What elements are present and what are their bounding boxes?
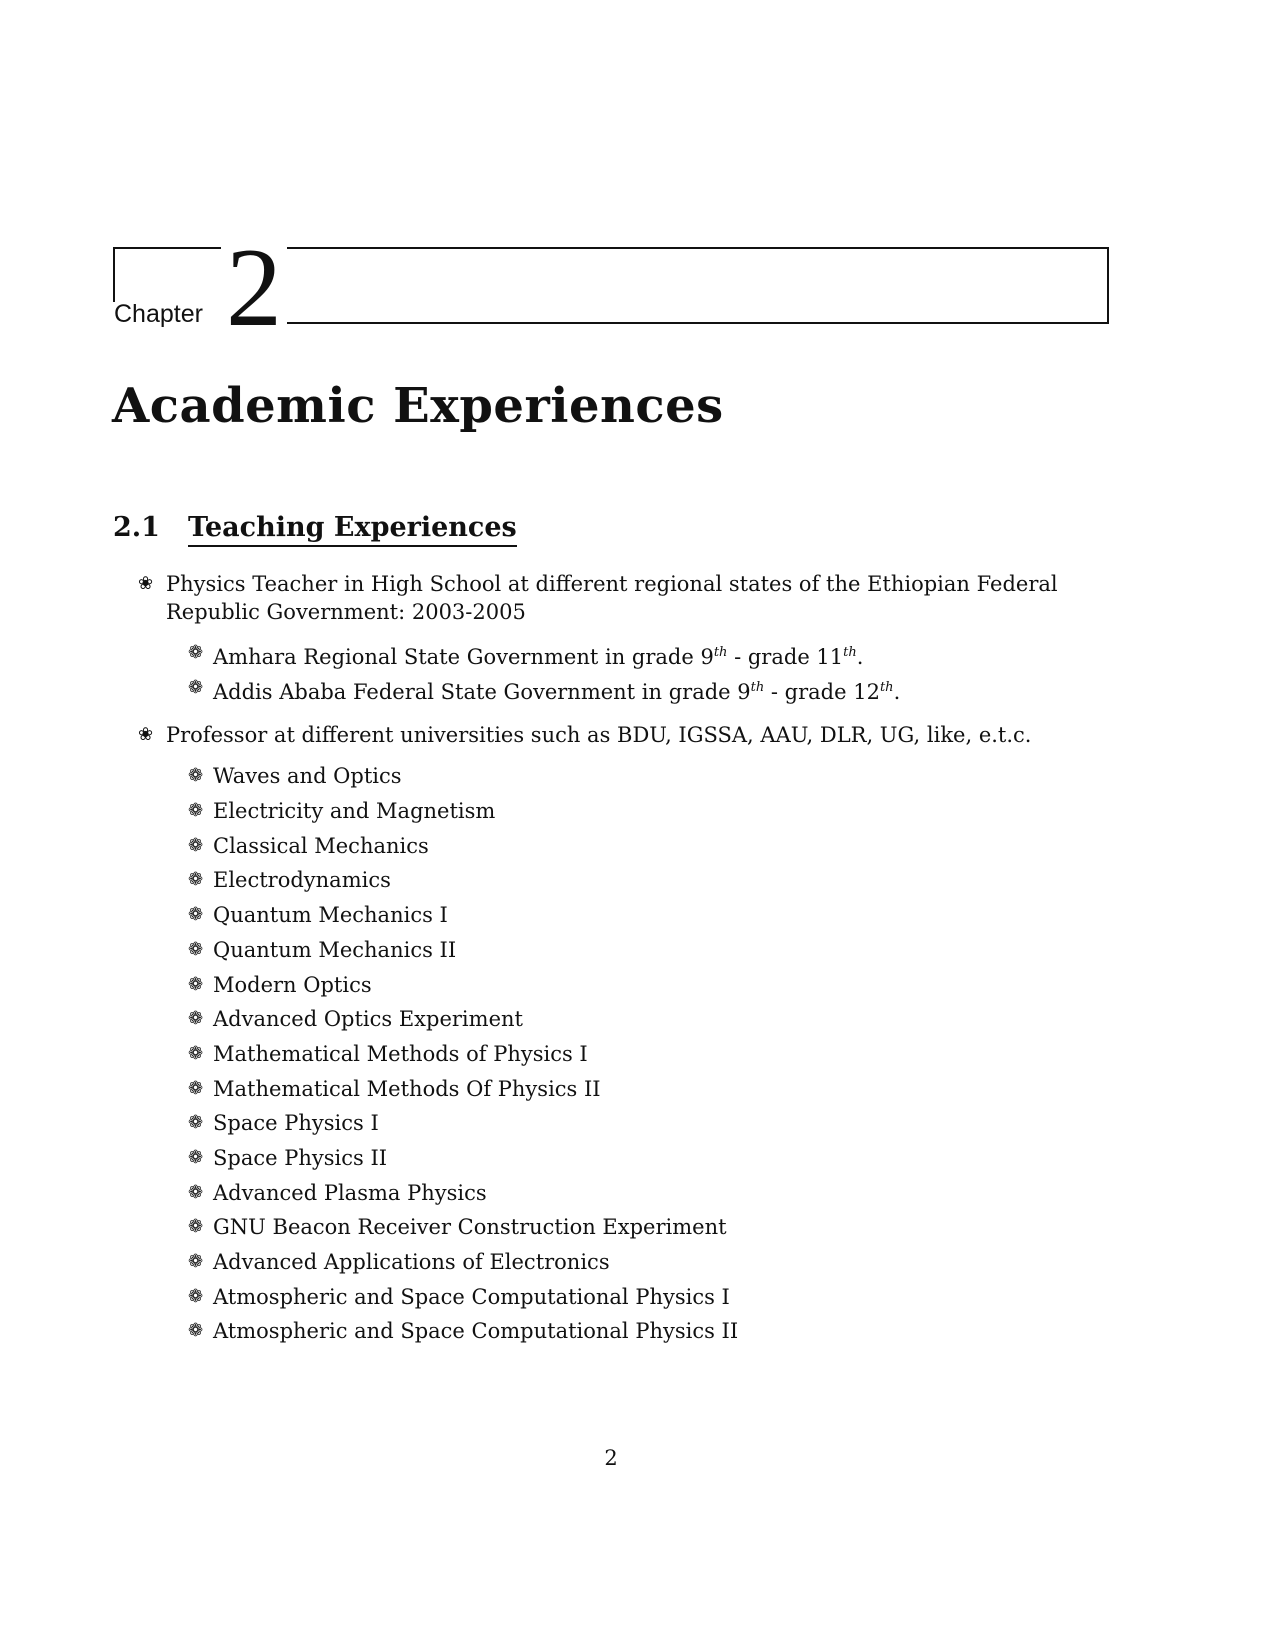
sub-list-item <box>188 1179 1113 1214</box>
sub-list-item <box>188 1213 1113 1248</box>
sub-list-item <box>188 1283 1113 1318</box>
flower-bullet-icon: ❀ <box>138 724 154 746</box>
list-item-text: Professor at different universities such as BDU, IGSSA, AAU, DLR, UG, like, e.t.c. <box>166 723 1032 748</box>
sub-item-text: Amhara Regional State Government in grade 9 <box>213 645 714 669</box>
flower-bullet-icon: ❁ <box>188 1008 204 1030</box>
sub-list-item <box>188 639 1113 674</box>
sub-item-text: . <box>893 679 901 704</box>
course-name: GNU Beacon Receiver Construction Experiment <box>213 1215 727 1240</box>
flower-bullet-icon: ❀ <box>138 573 154 594</box>
course-name: Electricity and Magnetism <box>213 799 496 824</box>
flower-bullet-icon: ❁ <box>188 642 204 663</box>
section-title: Teaching Experiences <box>188 512 517 547</box>
flower-bullet-icon: ❁ <box>188 1320 204 1342</box>
flower-bullet-icon: ❁ <box>188 1146 204 1168</box>
flower-bullet-icon: ❁ <box>188 1285 204 1307</box>
sub-list-item <box>188 1075 1113 1110</box>
sub-list-item <box>188 832 1113 867</box>
course-name: Space Physics II <box>213 1145 388 1170</box>
section-heading <box>113 512 517 543</box>
sub-list-item <box>188 762 1113 797</box>
flower-bullet-icon: ❁ <box>188 800 204 822</box>
course-name: Mathematical Methods of Physics I <box>213 1041 588 1066</box>
sub-item-text: . <box>856 645 864 669</box>
flower-bullet-icon: ❁ <box>188 869 204 891</box>
course-name: Advanced Applications of Electronics <box>213 1250 610 1274</box>
flower-bullet-icon: ❁ <box>188 1042 204 1064</box>
sub-list-item <box>188 866 1113 901</box>
flower-bullet-icon: ❁ <box>188 904 204 926</box>
sub-list <box>188 639 1113 708</box>
sub-list-item <box>188 797 1113 832</box>
list-item <box>138 721 1113 749</box>
superscript: th <box>879 679 894 695</box>
item-list <box>138 570 1113 1365</box>
course-name: Quantum Mechanics I <box>213 903 448 928</box>
section-number: 2.1 <box>113 512 160 543</box>
list-item <box>138 570 1113 626</box>
course-name: Electrodynamics <box>213 868 391 893</box>
course-name: Space Physics I <box>213 1111 379 1136</box>
superscript: th <box>750 679 765 695</box>
flower-bullet-icon: ❁ <box>188 938 204 960</box>
sub-list-item <box>188 1317 1113 1352</box>
chapter-title: Academic Experiences <box>112 378 724 434</box>
flower-bullet-icon: ❁ <box>188 834 204 856</box>
flower-bullet-icon: ❁ <box>188 1181 204 1203</box>
course-name: Atmospheric and Space Computational Physics II <box>213 1319 739 1344</box>
list-item-text: Physics Teacher in High School at different regional states of the Ethiopian Federal Republic Government: 2003-2005 <box>166 572 1058 624</box>
flower-bullet-icon: ❁ <box>188 1251 204 1272</box>
superscript: th <box>843 645 857 660</box>
course-name: Advanced Plasma Physics <box>213 1180 487 1205</box>
chapter-label: Chapter <box>114 300 203 328</box>
superscript: th <box>713 645 728 660</box>
flower-bullet-icon: ❁ <box>188 676 204 698</box>
flower-bullet-icon: ❁ <box>188 1112 204 1134</box>
sub-list <box>188 762 1113 1352</box>
sub-list-item <box>188 971 1113 1006</box>
sub-list-item <box>188 1040 1113 1075</box>
course-name: Quantum Mechanics II <box>213 937 457 962</box>
sub-item-text: - grade 12 <box>764 679 880 704</box>
course-name: Modern Optics <box>213 972 372 997</box>
sub-list-item <box>188 1248 1113 1283</box>
flower-bullet-icon: ❁ <box>188 973 204 995</box>
chapter-number: 2 <box>226 226 282 350</box>
sub-list-item <box>188 1109 1113 1144</box>
flower-bullet-icon: ❁ <box>188 1077 204 1099</box>
sub-list-item <box>188 674 1113 709</box>
sub-item-text: Addis Ababa Federal State Government in grade 9 <box>213 679 751 704</box>
flower-bullet-icon: ❁ <box>188 1216 204 1238</box>
course-name: Classical Mechanics <box>213 833 429 858</box>
sub-list-item <box>188 1005 1113 1040</box>
sub-list-item <box>188 936 1113 971</box>
sub-list-item <box>188 1144 1113 1179</box>
sub-item-text: - grade 11 <box>727 645 844 669</box>
sub-list-item <box>188 901 1113 936</box>
course-name: Mathematical Methods Of Physics II <box>213 1076 601 1101</box>
course-name: Atmospheric and Space Computational Physics I <box>213 1284 730 1309</box>
course-name: Waves and Optics <box>213 764 402 789</box>
course-name: Advanced Optics Experiment <box>213 1007 523 1032</box>
flower-bullet-icon: ❁ <box>188 765 204 787</box>
page-number: 2 <box>604 1446 618 1470</box>
